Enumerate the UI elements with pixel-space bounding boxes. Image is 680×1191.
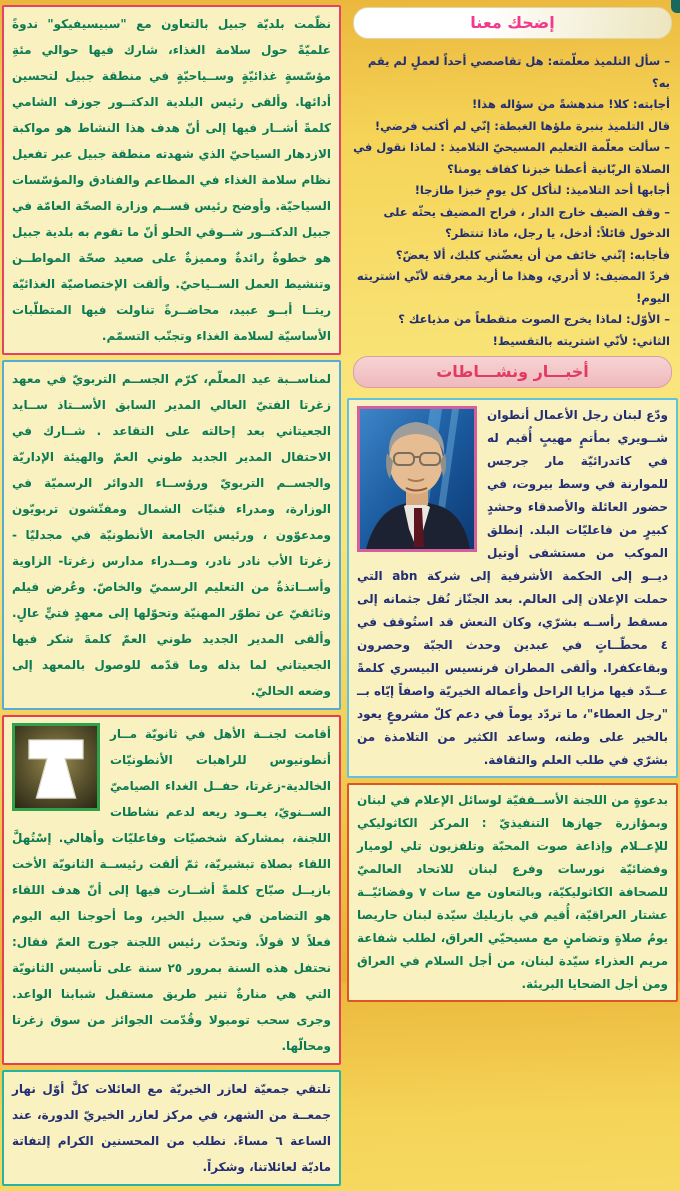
news-activities-header [353,356,672,388]
joke-line: فردّ المضيف: لا أدري، وهذا ما أريد معرفته لأنّي اشتريته اليوم! [356,269,670,305]
joke-line: – وقف الضيف خارج الدار ، فراح المضيف يحثّه على الدخول قائلاً: أدخل، يا رجل، ماذا تنتظر؟ [383,204,670,240]
news-activities-title: أخبـــار ونشـــاطات [436,362,589,381]
joke-line: – الأوّل: لماذا يخرج الصوت متقطعاً من مذياعك ؟ [398,312,670,326]
tau-cross-icon [15,726,97,808]
joke-line: – سأل التلميذ معلّمته: هل تقاصصي أحداً لعملٍ لم يقم به؟ [367,54,670,90]
joke-line: – سألت معلّمة التعليم المسيحيّ التلاميذ : لماذا نقول في الصلاة الربّانية أعطنا خبزنا كفاف يومنا؟ [353,140,670,176]
right-column [347,7,678,1007]
portrait-illustration [360,409,474,549]
news-box-lazarus-charity [2,1070,341,1186]
news-box-teachers-day [2,360,341,710]
joke-line: الثاني: لأنّي اشتريته بالتقسيط! [492,333,670,348]
laugh-with-us-title: إضحك معنا [470,13,555,32]
news-box-school-lunch [2,715,341,1065]
joke-line: أجابته: كلا! مندهشةً من سؤاله هذا! [472,97,670,111]
joke-line: أجابها أحد التلاميذ: لنأكل كل يومٍ خبزا طازجا! [414,183,670,197]
teachers-day-text: لمناســبة عيد المعلّم، كرّم الجســم التربويّ في معهد زغرتا الفتيّ العالي المدير السابق الأســتاذ ســايد الجعيتاني بعد إحالته على التقاعد . شــارك في الاحتفال المدير الجديد طوني العمّ والهيئة الإداريّة والجســم التربويّ ورؤســاء الدوائر الرسميّة في الوزارة، ومدراء فنيّات الشمال ومفتّشون تربويّون ومدعوّون ، ورئيس الجامعة الأنطونيّة في مجدليّا - زغرتا الأب نادر نادر، ومــدراء مدارس زغرتا- الزاوية وأســاتذةٌ من التعليم الرسميّ والخاصّ. وعُرض فيلم وثائقيّ عن تطوّر المهنيّة وتحوّلها إلى معهدٍ فتيٍّ عالٍ. وألقى المدير الجديد طوني العمّ كلمةَ شكر فيها الجعيتاني لما بذله وما قدّمه للوصول بالمعهد إلى وضعه الحاليّ. [12,372,331,698]
laugh-with-us-header [353,7,672,39]
school-lunch-text: أقامت لجنــة الأهل في ثانويّة مــار أنطونيوس للراهبات الأنطونيّات الخالدية-زغرتا، حفــل الغداء الصياميّ الســنويّ، يعــود ريعه لدعم نشاطات اللجنة، بمشاركة شخصيّات وفاعليّات وأهالي. إسْتُهلَّ اللقاء بصلاة تبشيريّة، ثمّ ألقت رئيســة الثانويّة الأخت بازيــل صبّاح كلمةً أشــارت فيها إلى أنّ هدف اللقاء هو التضامن في سبيل الخير، وما أحوجنا اليه اليوم فعلاً لا قولاً. وتحدّث رئيس اللجنة جورج العمّ فقال: نحتفل هذه السنة بمرور ٢٥ سنة على تأسيس الثانويّة التي هي منارةٌ تنير طريق مستقبل شبابنا الواعد. وجرى سحب تومبولا وقُدّمت الجوائز من سوق زغرتا ومحالّها. [12,727,331,1053]
food-safety-text: نظّمت بلديّة جبيل بالتعاون مع "سبيسيفيكو" ندوةً علميّةً حول سلامة الغذاء، شارك فيها حوالي مئةِ مؤسّسةٍ غذائيّةٍ وســياحيّةٍ في منطقة جبيل لتحسين أدائها. وألقى رئيس البلدية الدكتــور جوزف الشامي كلمةً أشــار فيها إلى أنّ هدف هذا النشاط هو مواكبة الازدهار السياحيّ الذي شهدته منطقة جبيل عبر تفعيل نظام سلامة الغذاء في المطاعم والفنادق والمؤسّسات السياحيّة. وأوضح رئيس قســم وزارة الصحّة العامّة في جبيل الدكتــور شــوقي الحلو أنّ ما تقوم به بلدية جبيل هو خطوةٌ رائدةٌ ومميزةٌ على صعيد صحّة المواطــن وتنشيط العمل الســياحيّ. وألقت الإختصاصيّة الغذائيّة ريتــا أبــو عبيد، محاضــرةً تناولت فيها المتطلّبات الأساسيّة لسلامة الغذاء وتجنّب التسمّم. [12,17,331,343]
news-box-choueiri-funeral [347,398,678,778]
left-column [2,5,341,1191]
joke-line: قال التلميذ بنبرة ملؤها الغبطة: إنّي لم أكتب فرضي! [374,118,670,133]
jokes-section [347,49,678,352]
antonine-tau-cross-logo [12,723,100,811]
lazarus-charity-text: تلتقي جمعيّة لعازر الخيريّة مع العائلات كلَّ أوّل نهار جمعــة من الشهر، في مركز لعازر الخيريّ الدورة، عند الساعة ٦ مساءً. نطلب من المحسنين الكرام إلتفاتة ماديّة لعائلاتنا، وشكراً. [12,1082,331,1174]
news-box-media-prayer-day [347,783,678,1002]
choueiri-news-text: ودّع لبنان رجل الأعمال أنطوان شــويري بمأتمٍ مهيبٍ أُقيم له في كاتدرائيّة مار جرجس للموارنة في وسط بيروت، في حضور العائلة والأصدقاء وحشدٍ كبيرٍ من فاعليّات البلد. إنطلق الموكب من مستشفى أوتيل ديــو إلى الحكمة الأشرفية إلى شركة abn التي حملت الإعلان إلى العالم. بعد الجنّاز نُقل جثمانه إلى مسقط رأســه بشرّي، وكان النعش قد استُوقف في ٤ محطّــاتٍ في عبدين وحدث الجبّة وحصرون وبقاعكفرا. وألقى المطران فرنسيس البيسري كلمةً عــدّد فيها مزايا الراحل وأعماله الخيريّة واصفاً إيّاه بــ "رجل العطاء"، ما تردّد يوماً في دعم كلّ مشروعٍ يعود بالخير على وطنه، وساعد الكثير من التلامذة من بشرّي في طلب العلم والثقافة. [357,408,668,767]
joke-line: فأجابه: إنّني خائف من أن يعضّني كلبك، ألا يعضّ؟ [395,247,670,262]
news-box-food-safety [2,5,341,355]
antoine-choueiri-portrait-photo [357,406,477,552]
media-day-news-text: بدعوةٍ من اللجنة الأســقفيّة لوسائل الإعلام في لبنان وبمؤازرة جهازها التنفيذيّ : المركز الكاثوليكي للإعــلام وإذاعة صوت المحبّة وتلفزيون تلي لوميار وفضائيّة نورسات وفرع لبنان للاتحاد العالميّ للصحافة الكاثوليكيّة، وبالتعاون مع سات ٧ وفضائيّــة عشتار العراقيّة، أُقيم في بازيليك سيّدة لبنان حاريصا يومُ صلاةٍ وتضامنٍ مع مسيحيّي العراق، لطلب شفاعة مريم العذراء سيّدة لبنان، من أجل السلام في العراق ومن أجل الضحايا البريئة. [357,793,668,991]
